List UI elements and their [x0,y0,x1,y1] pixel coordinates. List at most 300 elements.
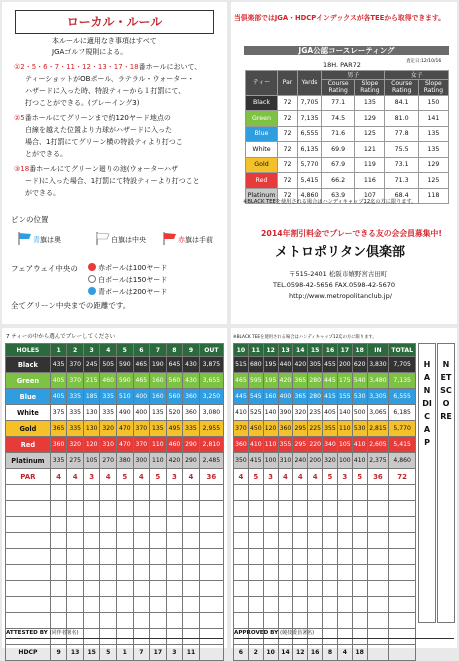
score-cell [50,565,67,581]
hole-number: 9 [183,344,200,357]
yardage-cell: 2,810 [199,437,223,453]
score-cell [100,629,117,645]
score-cell [323,613,338,629]
score-cell [367,517,389,533]
yardage-cell: 2,485 [199,453,223,469]
yardage-cell: 560 [166,373,183,389]
hdcp-cell [389,645,416,661]
rating-header-row [246,71,449,80]
score-cell [67,581,84,597]
yardage-cell: 490 [117,405,134,421]
rule-3-line: ができる。 [25,189,60,197]
yardage-cell: 6,185 [389,405,416,421]
yardage-cell: 505 [100,357,117,373]
rating-cell: 74.5 [322,111,355,127]
score-cell [352,597,367,613]
yardage-cell: 4,860 [389,453,416,469]
hole-number: 16 [323,344,338,357]
score-cell [6,501,51,517]
handicap-label: HANDICAP [422,360,432,447]
hdcp-banner: 当倶楽部ではJGA・HDCPインデックスが各TEEから取得できます。 [234,14,445,22]
score-row [6,501,224,517]
score-cell [199,533,223,549]
score-cell [83,597,100,613]
score-cell [263,517,278,533]
rating-cell: 72 [278,111,298,127]
yardage-cell: 420 [293,357,308,373]
par-cell: 3 [337,469,352,485]
score-cell [389,517,416,533]
col-women-cr: Course Rating [385,80,418,96]
hdcp-row [234,645,416,661]
score-cell [234,549,249,565]
club-tel: TEL.0598-42-5656 FAX.0598-42-5670 [273,281,396,289]
score-cell [150,565,167,581]
score-cell [133,549,150,565]
score-cell [199,613,223,629]
hole-number: 10 [234,344,249,357]
score-cell [293,501,308,517]
score-cell [183,581,200,597]
par-cell: 4 [50,469,67,485]
yardage-cell: 410 [352,437,367,453]
hole-number: 5 [117,344,134,357]
score-cell [367,533,389,549]
fairway-note: 全てグリーン中央までの距離です。 [11,301,131,310]
par-cell: 4 [67,469,84,485]
pin-blue [33,235,61,246]
yardage-cell: 100 [263,453,278,469]
score-cell [337,549,352,565]
red-dot-icon [88,263,96,271]
yardage-cell: 310 [278,453,293,469]
score-row [234,613,416,629]
score-cell [150,485,167,501]
score-cell [199,501,223,517]
yardage-cell: 340 [323,437,338,453]
yardage-cell: 365 [293,373,308,389]
score-cell [352,501,367,517]
tee-name: Platinum [246,188,278,204]
yardage-cell: 590 [117,373,134,389]
hdcp-cell: 8 [323,645,338,661]
rating-cell: 68.4 [385,188,418,204]
yardage-cell: 110 [150,437,167,453]
score-cell [6,517,51,533]
rating-cell: 72 [278,157,298,173]
hole-number: 17 [337,344,352,357]
tee-name: White [6,405,51,421]
score-cell [352,613,367,629]
yardage-cell: 520 [166,405,183,421]
score-cell [117,581,134,597]
yardage-cell: 335 [100,405,117,421]
rules-intro-2: JGAゴルフ規則による。 [52,48,128,56]
yardage-cell: 270 [100,453,117,469]
hole-number: 13 [278,344,293,357]
yardage-cell: 620 [352,357,367,373]
yardage-cell: 515 [234,357,249,373]
score-cell [234,485,249,501]
yardage-cell: 460 [100,373,117,389]
score-cell [248,565,263,581]
score-cell [234,613,249,629]
score-cell [67,565,84,581]
rating-cell: 5,770 [298,157,322,173]
tee-name: Black [6,357,51,373]
col-yards: Yards [298,71,322,96]
yardage-cell: 5,770 [389,421,416,437]
rules-title: ローカル・ルール [15,10,214,34]
rating-cell: 129 [355,111,385,127]
yardage-cell: 335 [67,405,84,421]
score-cell [83,517,100,533]
rule-3-line: ード)に入った場合、1打罰にて特設ティーより打つこと [25,177,200,185]
yardage-cell: 5,415 [389,437,416,453]
yardage-cell: 135 [150,421,167,437]
score-cell [133,581,150,597]
score-cell [323,517,338,533]
par-cell: 36 [199,469,223,485]
club-info-panel [231,2,457,324]
score-cell [278,485,293,501]
rule-1-holes: ①2・5・6・7・11・12・13・17・18 [14,63,139,71]
yardage-cell: 410 [234,405,249,421]
score-cell [166,549,183,565]
score-cell [263,533,278,549]
yardage-cell: 120 [263,421,278,437]
yardage-cell: 290 [183,453,200,469]
rating-cell: 125 [355,126,385,142]
score-cell [67,533,84,549]
holes-header-row [234,344,416,357]
par-cell: 4 [183,469,200,485]
scorecard-in-table [233,343,416,661]
pin-blue-word: 青 [33,236,40,244]
rating-cell: 81.0 [385,111,418,127]
yardage-cell: 195 [263,357,278,373]
rating-row-green [246,111,449,127]
yardage-cell: 140 [263,405,278,421]
rating-row-gold [246,157,449,173]
hdcp-cell: 3 [166,645,183,661]
score-cell [323,485,338,501]
yardage-cell: 130 [83,405,100,421]
yardage-cell: 2,815 [367,421,389,437]
tee-row-white [6,405,224,421]
yardage-cell: 7,135 [389,373,416,389]
score-cell [263,501,278,517]
par-cell: 5 [117,469,134,485]
yardage-cell: 400 [133,389,150,405]
score-cell [100,549,117,565]
holes-header-row [6,344,224,357]
yardage-cell: 3,305 [367,389,389,405]
yardage-cell: 590 [117,357,134,373]
score-cell [308,517,323,533]
rating-title: JGA公認コースレーティング [244,46,449,55]
score-cell [234,501,249,517]
hdcp-cell: 11 [183,645,200,661]
rule-1-line: ティーショットがOBポール、ラテラル・ウォーター・ [25,75,195,83]
yardage-cell: 100 [337,453,352,469]
hdcp-cell [367,645,389,661]
score-cell [133,613,150,629]
score-cell [367,613,389,629]
rule-1-rest: 番ホールにおいて、 [138,63,202,71]
tee-name: Blue [6,389,51,405]
pin-red-rest: 旗は手前 [185,236,213,244]
score-cell [100,485,117,501]
rule-3-rest: 番ホールにてグリーン廻りの池(ウォーターハザ [29,165,179,173]
hdcp-cell: 13 [67,645,84,661]
yardage-cell: 130 [83,421,100,437]
blue-dot-icon [88,287,96,295]
score-cell [67,485,84,501]
rule-2-rest: 番ホールにてグリーンまで約120ヤード地点の [24,114,171,122]
hole-number: IN [367,344,389,357]
score-cell [278,549,293,565]
fairway-red-pole [88,263,167,274]
hdcp-cell: 7 [133,645,150,661]
rating-cell: 107 [355,188,385,204]
par-row [234,469,416,485]
tee-name: Gold [246,157,278,173]
tee-name: Gold [6,421,51,437]
yardage-cell: 275 [67,453,84,469]
yardage-cell: 465 [133,373,150,389]
score-row [6,485,224,501]
rating-cell: 121 [355,142,385,158]
score-cell [166,629,183,645]
score-cell [352,629,367,645]
yardage-cell: 365 [293,389,308,405]
yardage-cell: 445 [234,389,249,405]
tee-row-red [234,437,416,453]
hdcp-cell: 18 [352,645,367,661]
col-men-sr: Slope Rating [355,80,385,96]
score-cell [183,565,200,581]
yardage-cell: 540 [352,373,367,389]
yardage-cell: 595 [248,373,263,389]
hole-number: 15 [308,344,323,357]
score-cell [6,565,51,581]
rating-cell: 7,135 [298,111,322,127]
score-cell [100,533,117,549]
hdcp-cell: 10 [263,645,278,661]
yardage-cell: 445 [323,373,338,389]
attested-sub: (同伴者署名) [49,630,79,636]
hole-number: 1 [50,344,67,357]
par-cell: 4 [278,469,293,485]
yardage-cell: 220 [308,437,323,453]
yardage-cell: 105 [337,437,352,453]
yardage-cell: 235 [308,405,323,421]
score-cell [6,549,51,565]
rule-1-line: ハザードに入った時、特設ティーから１打罰にて、 [25,87,186,95]
score-cell [308,613,323,629]
hole-number: 4 [100,344,117,357]
yardage-cell: 7,705 [389,357,416,373]
yardage-cell: 295 [293,421,308,437]
yardage-cell: 2,605 [367,437,389,453]
hdcp-label: HDCP [6,645,51,661]
score-cell [133,597,150,613]
yardage-cell: 350 [234,453,249,469]
score-cell [367,597,389,613]
rule-2-first [14,113,171,124]
yardage-cell: 530 [352,389,367,405]
score-cell [100,517,117,533]
hdcp-cell: 15 [83,645,100,661]
score-cell [83,533,100,549]
hole-number: 11 [248,344,263,357]
score-cell [389,613,416,629]
rating-cell: 119 [355,157,385,173]
score-cell [352,485,367,501]
score-row [6,549,224,565]
score-cell [117,485,134,501]
rule-3-first [14,164,178,175]
fairway-white-label: 白ポールは150ヤード [98,276,168,284]
par-cell: 4 [133,469,150,485]
right-note: ※BLACK TEEを使用される場合はハンディキャップ12迄の方に限ります。 [233,335,377,340]
score-cell [166,565,183,581]
yardage-cell: 510 [117,389,134,405]
par-cell: 5 [323,469,338,485]
score-cell [352,565,367,581]
score-cell [133,629,150,645]
yardage-cell: 110 [150,453,167,469]
yardage-cell: 195 [263,373,278,389]
score-cell [183,533,200,549]
score-cell [199,549,223,565]
score-cell [278,517,293,533]
yardage-cell: 310 [100,437,117,453]
score-cell [100,581,117,597]
rating-cell: 67.9 [322,157,355,173]
score-cell [67,501,84,517]
score-cell [150,629,167,645]
yardage-cell: 400 [133,405,150,421]
rating-row-black [246,95,449,111]
hdcp-row [6,645,224,661]
yardage-cell: 335 [67,421,84,437]
yardage-cell: 185 [83,389,100,405]
attested-label: ATTESTED BY [6,630,48,636]
score-cell [352,533,367,549]
approved-line [234,638,454,639]
blue-flag-icon [18,232,32,245]
score-cell [278,565,293,581]
yardage-cell: 370 [67,373,84,389]
score-cell [367,565,389,581]
score-cell [263,581,278,597]
score-cell [248,549,263,565]
yardage-cell: 435 [50,357,67,373]
score-cell [389,501,416,517]
yardage-cell: 320 [100,421,117,437]
rating-cell: 84.1 [385,95,418,111]
score-cell [337,501,352,517]
score-cell [6,581,51,597]
score-cell [248,581,263,597]
rating-cell: 73.1 [385,157,418,173]
score-cell [183,549,200,565]
score-row [234,517,416,533]
yardage-cell: 6,555 [389,389,416,405]
hole-number: TOTAL [389,344,416,357]
score-cell [83,565,100,581]
hole-number: 14 [293,344,308,357]
yardage-cell: 140 [337,405,352,421]
score-cell [293,485,308,501]
score-cell [166,517,183,533]
yardage-cell: 465 [234,373,249,389]
yardage-cell: 360 [278,421,293,437]
rating-cell: 71.3 [385,173,418,189]
rule-2-line: 白線を越えた位置より力球がハザードに入った [25,126,172,134]
holes-par: 18H. PAR72 [323,61,361,69]
yardage-cell: 3,250 [199,389,223,405]
score-row [234,549,416,565]
pin-blue-rest: 旗は奥 [40,236,61,244]
approved-label: APPROVED BY [234,630,279,636]
score-cell [389,485,416,501]
red-flag-icon [163,232,177,245]
rating-cell: 135 [355,95,385,111]
score-cell [293,565,308,581]
yardage-cell: 525 [248,405,263,421]
score-cell [183,485,200,501]
score-cell [323,533,338,549]
score-row [234,533,416,549]
score-row [6,581,224,597]
score-cell [389,629,416,645]
score-cell [67,597,84,613]
score-cell [308,565,323,581]
attested-line [6,638,223,639]
score-cell [117,597,134,613]
hole-number: HOLES [6,344,51,357]
score-cell [150,549,167,565]
hdcp-cell: 9 [50,645,67,661]
tee-row-blue [6,389,224,405]
rule-1-first [14,62,201,73]
score-cell [6,485,51,501]
yardage-cell: 410 [352,453,367,469]
score-cell [133,565,150,581]
rating-cell: 72 [278,142,298,158]
par-cell: 4 [293,469,308,485]
rating-row-white [246,142,449,158]
yardage-cell: 3,655 [199,373,223,389]
hole-number: 6 [133,344,150,357]
yardage-cell: 365 [50,421,67,437]
hdcp-cell: 1 [117,645,134,661]
promo-text: 2014年割引料金でプレーできる友の会会員募集中! [261,229,442,238]
score-cell [323,629,338,645]
tee-row-green [6,373,224,389]
score-cell [6,597,51,613]
par-cell: 36 [367,469,389,485]
yardage-cell: 415 [248,453,263,469]
yardage-cell: 335 [100,389,117,405]
yardage-cell: 335 [183,421,200,437]
col-par: Par [278,71,298,96]
score-cell [323,597,338,613]
pin-white: 白旗は中央 [111,236,146,244]
